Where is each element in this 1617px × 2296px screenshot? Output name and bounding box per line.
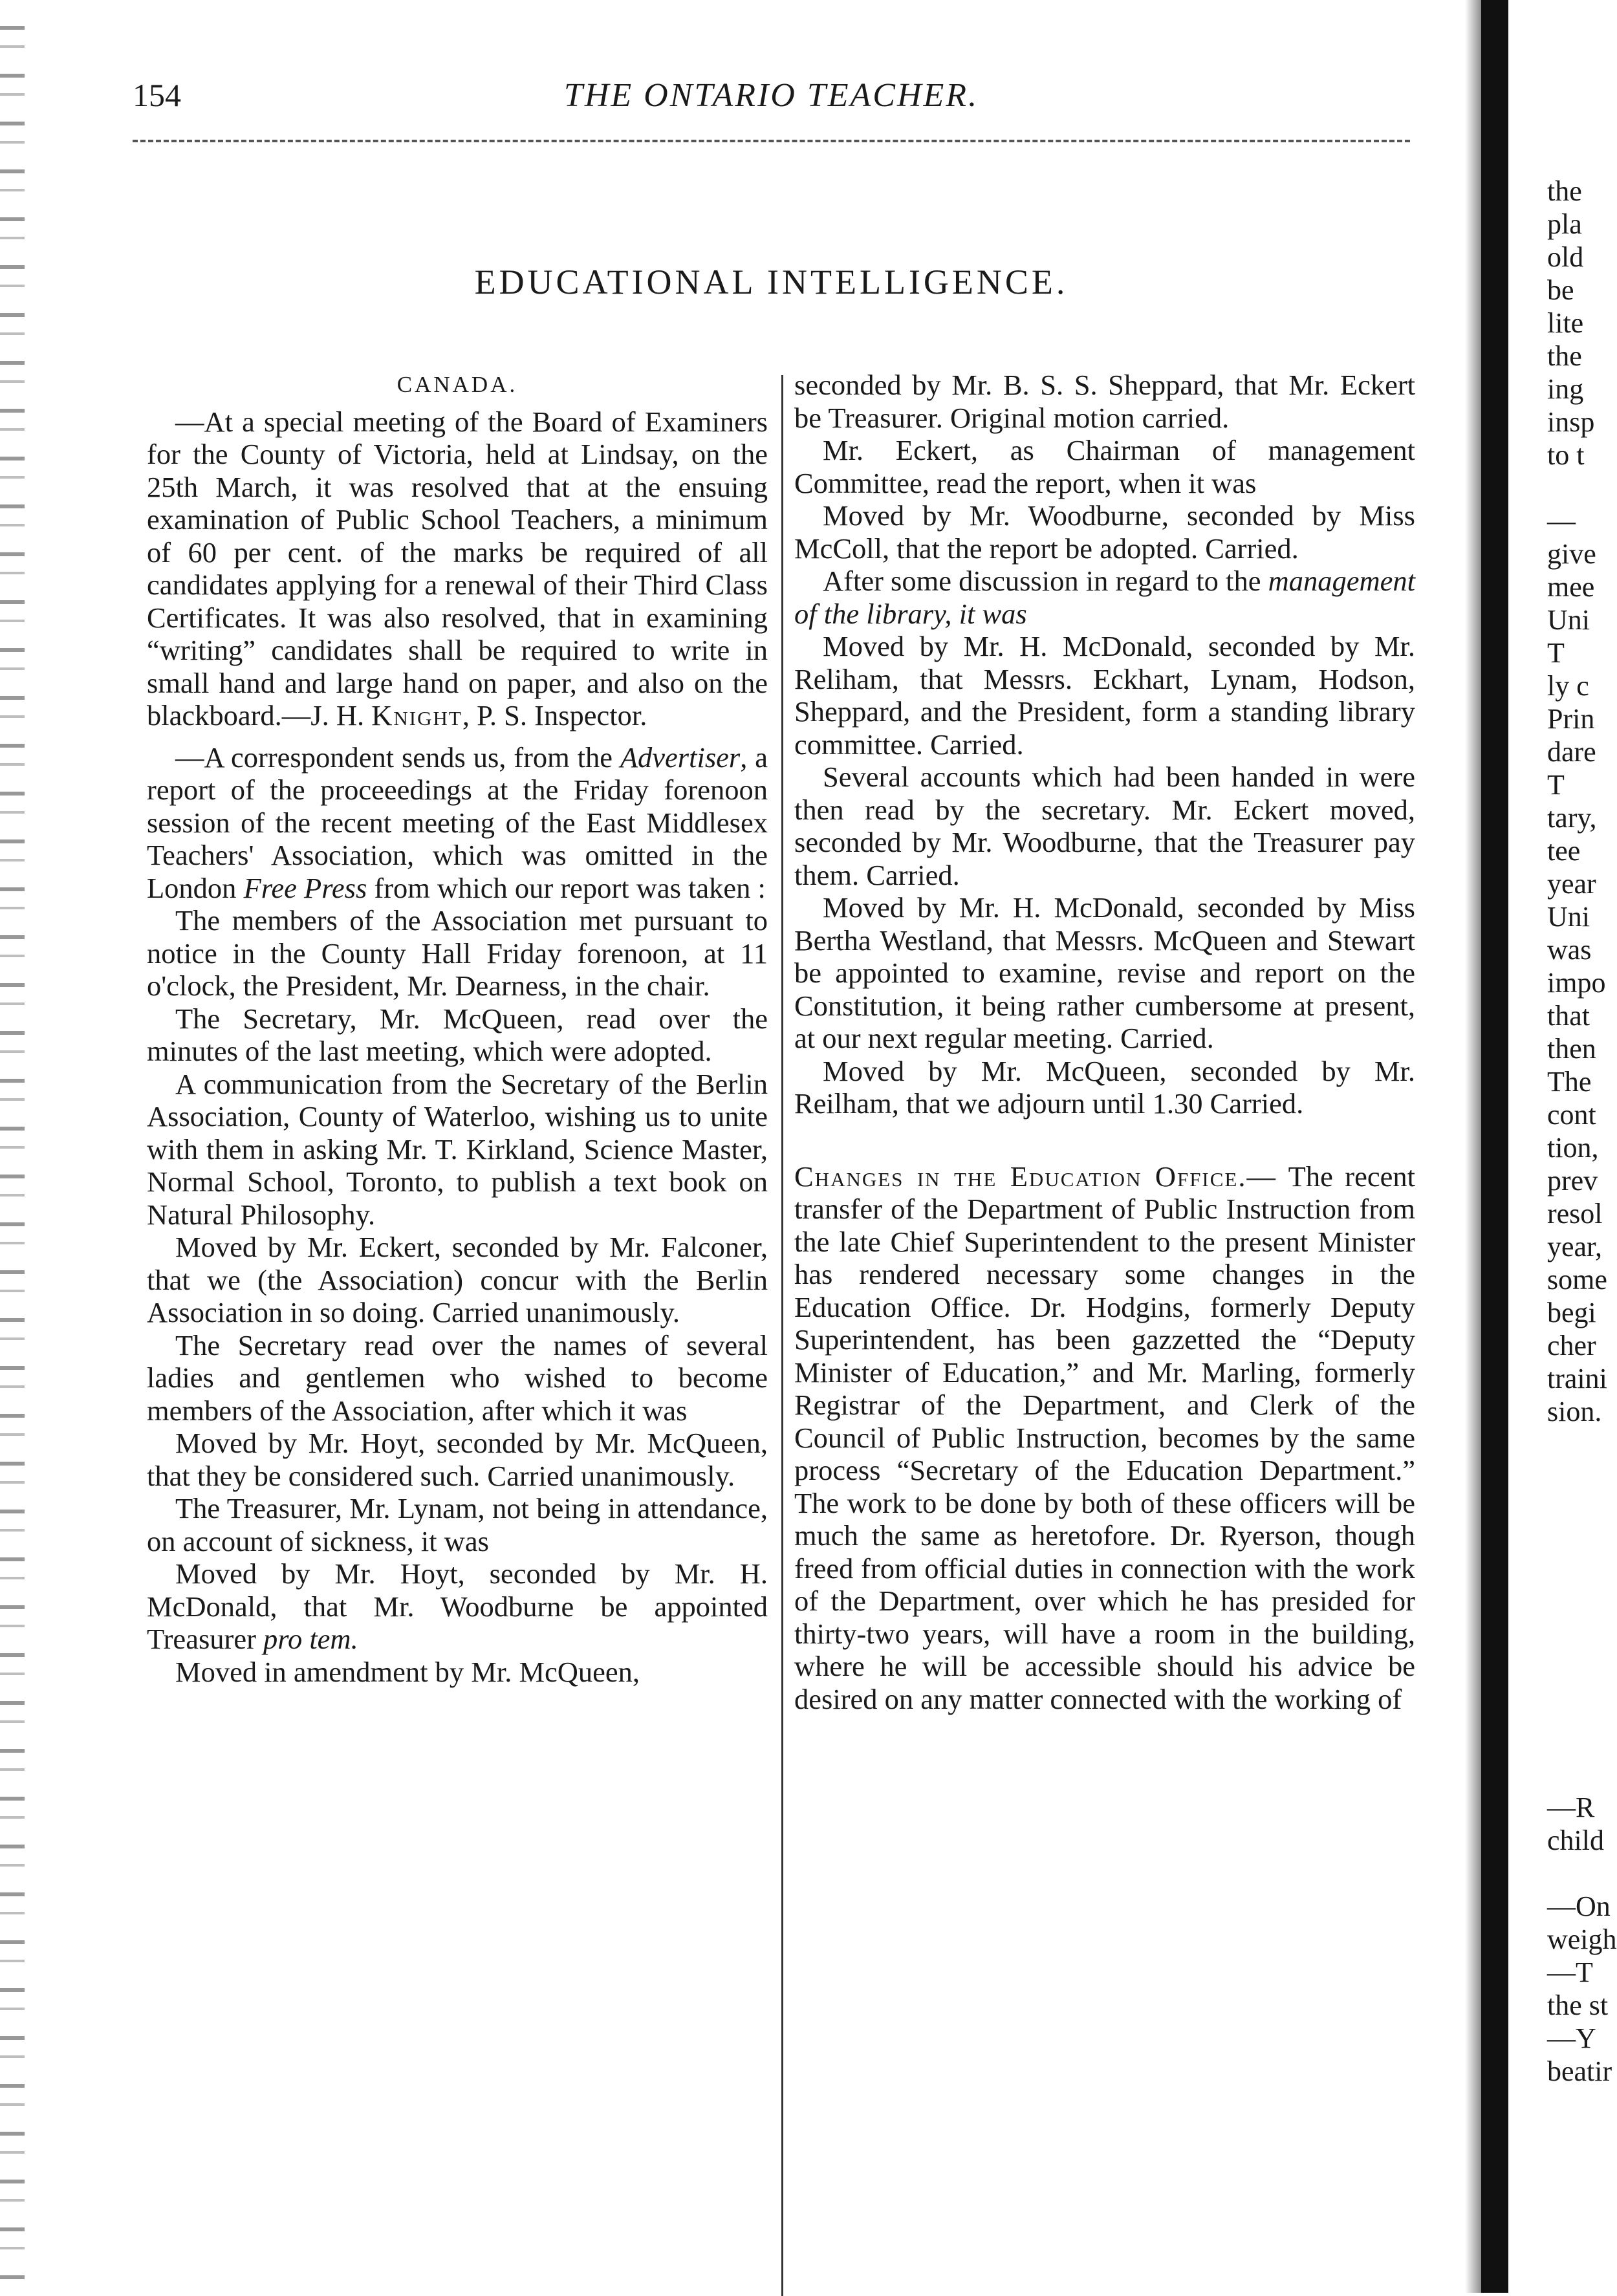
fragment-line (1547, 1560, 1596, 1593)
text-run: , a report of the proceeedings at the Friday forenoon session of the recent meeting of the East Middlesex Teachers' Association, which was omitted in the London (147, 741, 768, 904)
paragraph: The Secretary read over the names of several ladies and gentlemen who wished to become members of the Association, after which it was (147, 1328, 768, 1427)
paragraph: The Secretary, Mr. McQueen, read over the minutes of the last meeting, which were adopted. (147, 1002, 768, 1067)
text-run: The recent transfer of the Department of Public Instruction from the late Chief Superintendent to the present Minister has rendered necessary some changes in the Education Office. Dr. Hodgins, formerly Deputy Superintendent, has been gazzetted the “Deputy Minister of Education,” and Mr. Marling, formerly Registrar of the Department, and Clerk of the Council of Public Instruction, becomes by the same process “Secretary of the Education Department.” The work to be done by both of these officers will be much the same as heretofore. Dr. Ryerson, though freed from official duties in connection with the work of the Department, over which he has presided for thirty-two years, will have a room in the building, where he will be accessible should his advice be desired on any matter connected with the working of (794, 1160, 1415, 1715)
fragment-line: ly c (1547, 670, 1589, 702)
column-divider (781, 375, 783, 2296)
fragment-line (1547, 471, 1596, 504)
fragment-line: lite (1547, 307, 1584, 339)
subhead-canada: CANADA. (396, 372, 518, 397)
fragment-line: cont (1547, 1099, 1596, 1131)
fragment-line (1547, 1725, 1596, 1758)
binding-gutter (1481, 0, 1508, 2293)
fragment-line: Uni (1547, 901, 1590, 933)
header-rule (133, 140, 1410, 142)
fragment-line: impo (1547, 967, 1606, 999)
fragment-line: mee (1547, 571, 1595, 603)
fragment-line: begi (1547, 1297, 1596, 1328)
paragraph: Mr. Eckert, as Chairman of management Committee, read the report, when it was (794, 434, 1415, 499)
fragment-line: T (1547, 769, 1565, 801)
paragraph: The Treasurer, Mr. Lynam, not being in attendance, on account of sickness, it was (147, 1492, 768, 1557)
paragraph: Moved by Mr. H. McDonald, seconded by Miss Bertha Westland, that Messrs. McQueen and Stewart be appointed to examine, revise and report on the Constitution, it being rather cumbersome at present, at our next regular meeting. Carried. (794, 891, 1415, 1054)
text-run: Moved by Mr. Hoyt, seconded by Mr. H. McDonald, that Mr. Woodburne be appointed Treasurer (147, 1557, 768, 1655)
fragment-line: then (1547, 1033, 1596, 1065)
fragment-line: cher (1547, 1330, 1596, 1361)
fragment-line: some (1547, 1264, 1607, 1295)
italic-run: management of the library, it was (794, 565, 1415, 630)
paragraph-education-office (794, 1160, 1415, 1716)
fragment-line: tion, (1547, 1132, 1599, 1164)
running-title: THE ONTARIO TEACHER. (563, 77, 979, 114)
fragment-line: — (1547, 505, 1576, 537)
text-run: After some discussion in regard to the (823, 565, 1268, 597)
paragraph: Several accounts which had been handed in were then read by the secretary. Mr. Eckert moved, seconded by Mr. Woodburne, that the Treasurer pay them. Carried. (794, 761, 1415, 891)
page-number: 154 (133, 77, 181, 113)
fragment-line (1547, 1527, 1596, 1560)
left-column (147, 369, 768, 1688)
fragment-line: beatir (1547, 2055, 1612, 2087)
fragment-line: sion. (1547, 1396, 1602, 1427)
fragment-line: tary, (1547, 802, 1597, 834)
paragraph: Moved by Mr. Eckert, seconded by Mr. Falconer, that we (the Association) concur with the Berlin Association in so doing. Carried unanimously. (147, 1231, 768, 1328)
fragment-line: —T (1547, 1956, 1593, 1988)
fragment-line: weigh (1547, 1923, 1617, 1955)
fragment-line: Uni (1547, 604, 1590, 636)
text-run: —At a special meeting of the Board of Examiners for the County of Victoria, held at Lindsay, on the 25th March, it was resolved that at the ensuing examination of Public School Teachers, a minimum of 60 per cent. of the marks be required of all candidates applying for a renewal of their Third Class Certificates. It was also resolved, that in examining “writing” candidates shall be required to write in small hand and large hand on paper, and also on the blackboard.—J. H. (147, 405, 768, 731)
inspector-name: Knight (371, 699, 462, 731)
fragment-line: to t (1547, 439, 1585, 471)
fragment-line (1547, 1857, 1596, 1890)
paragraph-victoria-examiners (147, 406, 768, 732)
fragment-line: give (1547, 538, 1596, 570)
paragraph-correspondent (147, 741, 768, 905)
fragment-line: resol (1547, 1198, 1603, 1229)
fragment-line: old (1547, 241, 1584, 273)
paragraph: Moved by Mr. Woodburne, seconded by Miss McColl, that the report be adopted. Carried. (794, 499, 1415, 565)
fragment-line: that (1547, 1000, 1590, 1032)
page-header (133, 76, 1410, 135)
fragment-line (1547, 1461, 1596, 1494)
paragraph: Moved by Mr. H. McDonald, seconded by Mr. Reliham, that Messrs. Eckhart, Lynam, Hodson, Sheppard, and the President, form a standing library committee. Carried. (794, 630, 1415, 761)
fragment-line: prev (1547, 1165, 1598, 1197)
text-run: —A correspondent sends us, from the (175, 741, 620, 774)
fragment-line: the st (1547, 1989, 1609, 2021)
fragment-line (1547, 1659, 1596, 1692)
paragraph: Moved by Mr. Hoyt, seconded by Mr. McQueen, that they be considered such. Carried unanimously. (147, 1427, 768, 1492)
paragraph: The members of the Association met pursuant to notice in the County Hall Friday forenoon, at 11 o'clock, the President, Mr. Dearness, in the chair. (147, 904, 768, 1002)
section-title: EDUCATIONAL INTELLIGENCE. (474, 263, 1069, 301)
text-run: , P. S. Inspector. (462, 699, 647, 731)
fragment-line: —On (1547, 1890, 1611, 1922)
fragment-line: be (1547, 274, 1574, 306)
right-column (794, 369, 1415, 1715)
fragment-line: traini (1547, 1363, 1607, 1394)
adjacent-page-fragments (1547, 175, 1617, 2088)
paragraph: seconded by Mr. B. S. S. Sheppard, that Mr. Eckert be Treasurer. Original motion carried. (794, 369, 1415, 434)
latin-phrase: pro tem. (263, 1623, 358, 1655)
fragment-line: pla (1547, 208, 1582, 240)
fragment-line (1547, 1758, 1596, 1791)
paragraph: Moved in amendment by Mr. McQueen, (175, 1655, 640, 1688)
fragment-line: year (1547, 868, 1596, 900)
fragment-line: dare (1547, 736, 1596, 768)
paragraph: Moved by Mr. McQueen, seconded by Mr. Reilham, that we adjourn until 1.30 Carried. (794, 1054, 1415, 1120)
fragment-line (1547, 1593, 1596, 1626)
fragment-line: the (1547, 175, 1582, 207)
article-heading: Changes in the Education Office.— (794, 1160, 1277, 1193)
fragment-line: child (1547, 1825, 1604, 1856)
fragment-line (1547, 1494, 1596, 1527)
scan-left-edge (0, 0, 25, 2293)
fragment-line: —Y (1547, 2022, 1596, 2054)
paragraph: A communication from the Secretary of the Berlin Association, County of Waterloo, wishing us to unite with them in asking Mr. T. Kirkland, Science Master, Normal School, Toronto, to publish a text book on Natural Philosophy. (147, 1067, 768, 1231)
fragment-line: —R (1547, 1792, 1595, 1823)
newspaper-name: Advertiser (620, 741, 741, 774)
fragment-line: Prin (1547, 703, 1595, 735)
newspaper-name: Free Press (243, 871, 367, 904)
fragment-line (1547, 1428, 1596, 1461)
fragment-line: insp (1547, 406, 1595, 438)
fragment-line: year, (1547, 1231, 1602, 1262)
paragraph (794, 565, 1415, 630)
fragment-line: The (1547, 1066, 1592, 1098)
fragment-line: tee (1547, 835, 1581, 867)
fragment-line (1547, 1692, 1596, 1725)
text-run: from which our report was taken : (367, 871, 766, 904)
fragment-line: ing (1547, 373, 1584, 405)
fragment-line: was (1547, 934, 1592, 966)
fragment-line (1547, 1626, 1596, 1659)
fragment-line: the (1547, 340, 1582, 372)
fragment-line: T (1547, 637, 1565, 669)
paragraph (147, 1557, 768, 1656)
